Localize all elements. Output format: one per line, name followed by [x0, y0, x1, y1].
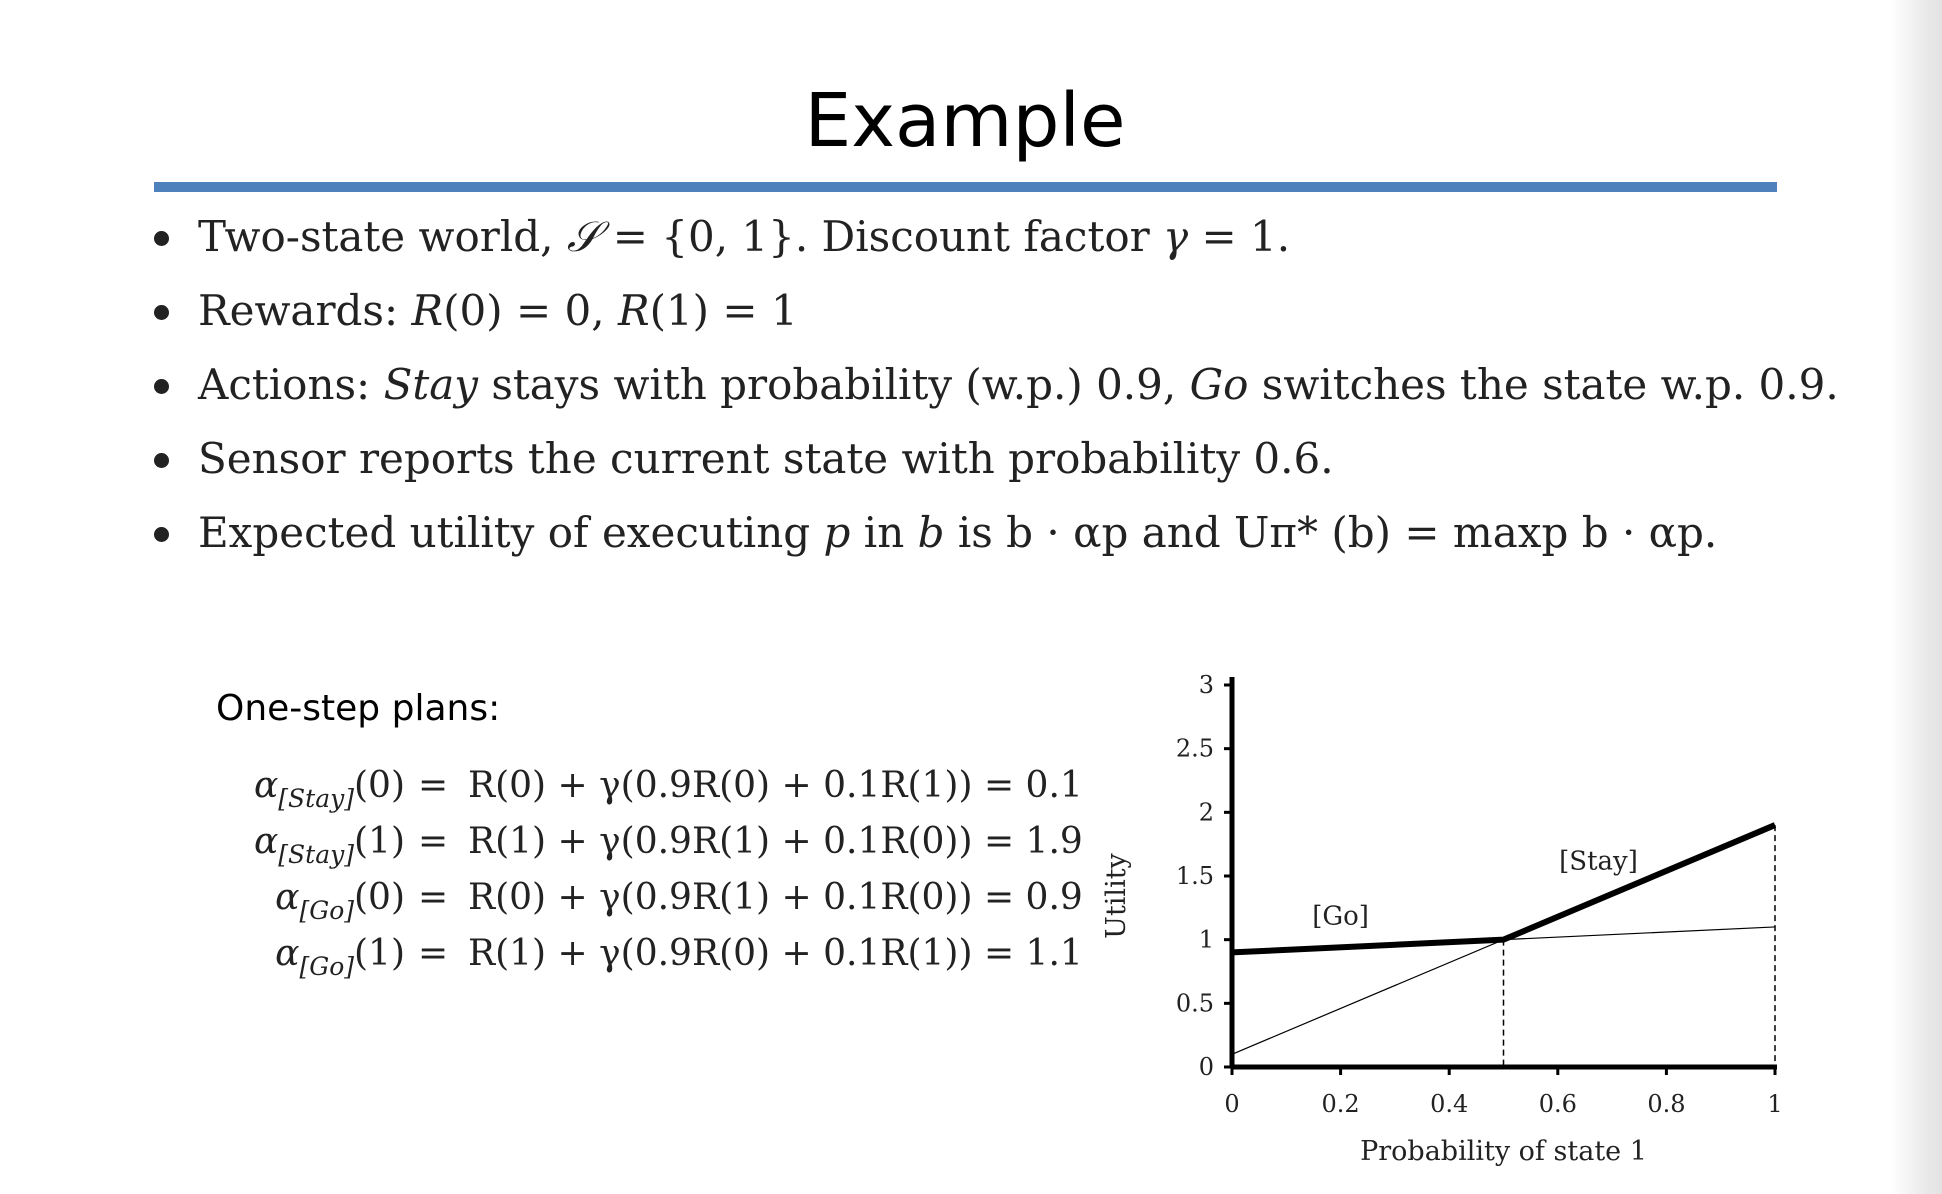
plan-subscript: [Go] [299, 952, 354, 981]
alpha-symbol: α [275, 933, 300, 974]
bullet-text: Expected utility of executing [198, 508, 824, 557]
bullet-math: Stay [383, 360, 478, 409]
series-label: [Stay] [1559, 846, 1638, 877]
bullet-dot [154, 305, 169, 320]
alpha-symbol: α [253, 821, 279, 862]
bullet-math: p [823, 508, 851, 557]
equation-arg: (1) [354, 821, 405, 862]
slide-title: Example [804, 78, 1126, 164]
bullet-math: γ [1163, 212, 1189, 261]
bullet-text: is b · αp and Uπ* (b) = maxp b · αp. [944, 508, 1718, 557]
x-tick-label: 0.4 [1430, 1090, 1469, 1118]
bullet-item [150, 501, 1890, 575]
bullet-text: Rewards: [198, 286, 412, 335]
bullet-text: Actions: [198, 360, 384, 409]
title-rule [154, 182, 1777, 192]
equals-sign: = [418, 877, 449, 918]
x-tick-label: 0.2 [1321, 1090, 1360, 1118]
x-axis-label: Probability of state 1 [1360, 1136, 1647, 1167]
bullet-dot [154, 527, 169, 542]
y-tick-label: 3 [1198, 671, 1214, 699]
bullet-text: Two-state world, [198, 212, 567, 261]
x-tick-label: 0 [1224, 1090, 1240, 1118]
bullet-item [150, 205, 1890, 279]
bullet-item [150, 279, 1890, 353]
plan-subscript: [Stay] [278, 784, 354, 813]
bullet-text: in [850, 508, 918, 557]
equation-arg: (0) [354, 877, 405, 918]
bullet-text: Sensor reports the current state with probability 0.6. [198, 434, 1334, 483]
plan-subscript: [Go] [299, 896, 354, 925]
y-axis-label: Utility [1101, 853, 1132, 939]
equation-lhs [240, 928, 405, 993]
equation-arg: (1) [354, 933, 405, 974]
bullet-math: R [411, 286, 444, 335]
bullet-dot [154, 231, 169, 246]
alpha-symbol: α [275, 877, 300, 918]
bullet-math: b [917, 508, 945, 557]
equals-sign: = [418, 933, 449, 974]
x-tick-label: 0.8 [1647, 1090, 1686, 1118]
plans-heading: One-step plans: [216, 688, 501, 729]
y-tick-label: 0.5 [1175, 989, 1214, 1018]
slide-edge-shade [1890, 0, 1942, 1194]
bullet-math: 𝒮 [566, 212, 600, 261]
utility-chart [1080, 655, 1800, 1180]
bullet-math: R [617, 286, 650, 335]
optimal-utility-line [1232, 825, 1775, 952]
y-tick-label: 1.5 [1175, 862, 1214, 890]
bullet-dot [154, 379, 169, 394]
bullet-text: switches the state w.p. 0.9. [1248, 360, 1839, 409]
bullet-text: (1) = 1 [649, 286, 798, 335]
equals-sign: = [418, 821, 449, 862]
bullet-text: stays with probability (w.p.) 0.9, [477, 360, 1190, 409]
equation-rhs: R(0) + γ(0.9R(1) + 0.1R(0)) = 0.9 [468, 877, 1083, 918]
bullet-text: (0) = 0, [443, 286, 618, 335]
y-tick-label: 0 [1198, 1053, 1214, 1081]
bullet-text: = 1. [1188, 212, 1291, 261]
bullet-item [150, 427, 1890, 501]
equation-rhs: R(0) + γ(0.9R(0) + 0.1R(1)) = 0.1 [468, 765, 1083, 806]
equals-sign: = [418, 765, 449, 806]
equation-rhs: R(1) + γ(0.9R(0) + 0.1R(1)) = 1.1 [468, 933, 1083, 974]
x-tick-label: 0.6 [1538, 1090, 1577, 1118]
x-tick-label: 1 [1767, 1090, 1783, 1118]
y-tick-label: 2.5 [1175, 734, 1214, 763]
y-tick-label: 2 [1198, 798, 1214, 827]
alpha-symbol: α [253, 765, 279, 806]
y-tick-label: 1 [1198, 925, 1214, 954]
series-label: [Go] [1312, 901, 1369, 932]
bullet-text: = {0, 1}. Discount factor [599, 212, 1164, 261]
bullet-dot [154, 453, 169, 468]
bullet-math: Go [1189, 360, 1249, 409]
plan-subscript: [Stay] [278, 840, 354, 869]
equation-arg: (0) [354, 765, 405, 806]
equation-rhs: R(1) + γ(0.9R(1) + 0.1R(0)) = 1.9 [468, 821, 1083, 862]
bullet-list [150, 205, 1890, 575]
bullet-item [150, 353, 1890, 427]
